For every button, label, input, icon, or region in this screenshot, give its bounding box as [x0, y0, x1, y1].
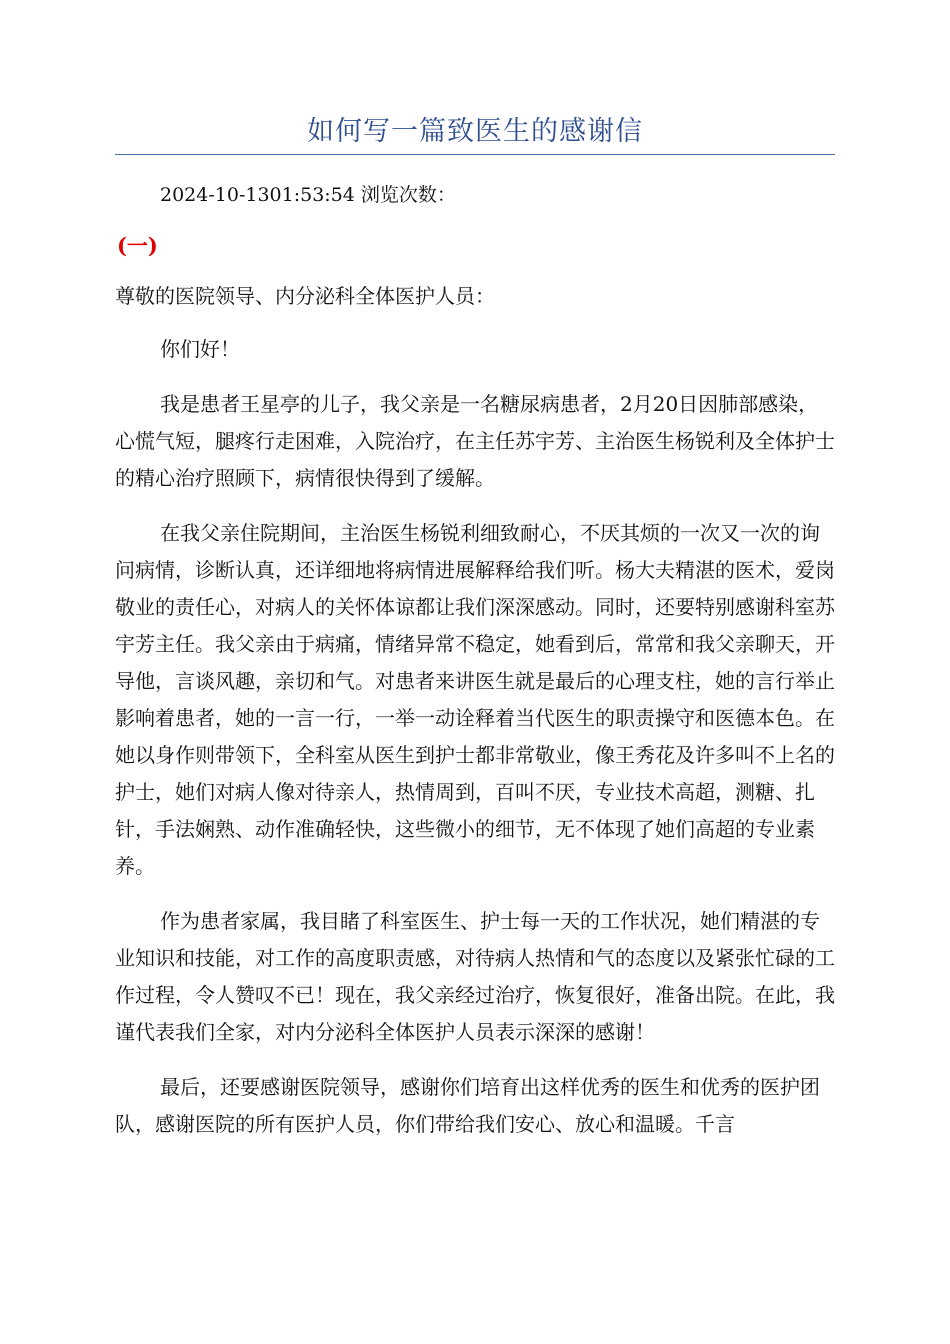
meta-info: 2024-10-1301:53:54 浏览次数：: [160, 184, 456, 206]
salutation: 尊敬的医院领导、内分泌科全体医护人员：: [115, 284, 495, 308]
greeting-paragraph: 你们好！: [160, 337, 240, 361]
document-title: 如何写一篇致医生的感谢信: [307, 116, 643, 147]
letter-body: [115, 278, 835, 1161]
body-paragraph: 在我父亲住院期间，主治医生杨锐利细致耐心，不厌其烦的一次又一次的询问病情，诊断认真，还详细地将病情进展解释给我们听。杨大夫精湛的医术，爱岗敬业的责任心，对病人的关怀体谅都让我们深深感动。同时，还要特别感谢科室苏宇芳主任。我父亲由于病痛，情绪异常不稳定，她看到后，常常和我父亲聊天，开导他，言谈风趣，亲切和气。对患者来讲医生就是最后的心理支柱，她的言行举止影响着患者，她的一言一行，一举一动诠释着当代医生的职责操守和医德本色。在她以身作则带领下，全科室从医生到护士都非常敬业，像王秀花及许多叫不上名的护士，她们对病人像对待亲人，热情周到，百叫不厌，专业技术高超，测糖、扎针，手法娴熟、动作准确轻快，这些微小的细节，无不体现了她们高超的专业素养。: [115, 521, 835, 878]
body-paragraph: 我是患者王星亭的儿子，我父亲是一名糖尿病患者，2月20日因肺部感染，心慌气短，腿疼行走困难，入院治疗，在主任苏宇芳、主治医生杨锐利及全体护士的精心治疗照顾下，病情很快得到了缓解。: [115, 392, 835, 490]
body-paragraph: 最后，还要感谢医院领导，感谢你们培育出这样优秀的医生和优秀的医护团队，感谢医院的所有医护人员，你们带给我们安心、放心和温暖。千言: [115, 1075, 820, 1136]
section-heading: (一): [117, 233, 158, 258]
title-underline: [115, 154, 835, 155]
body-paragraph: 作为患者家属，我目睹了科室医生、护士每一天的工作状况，她们精湛的专业知识和技能，对工作的高度职责感，对待病人热情和气的态度以及紧张忙碌的工作过程，令人赞叹不已！现在，我父亲经过治疗，恢复很好，准备出院。在此，我谨代表我们全家，对内分泌科全体医护人员表示深深的感谢！: [115, 909, 835, 1044]
